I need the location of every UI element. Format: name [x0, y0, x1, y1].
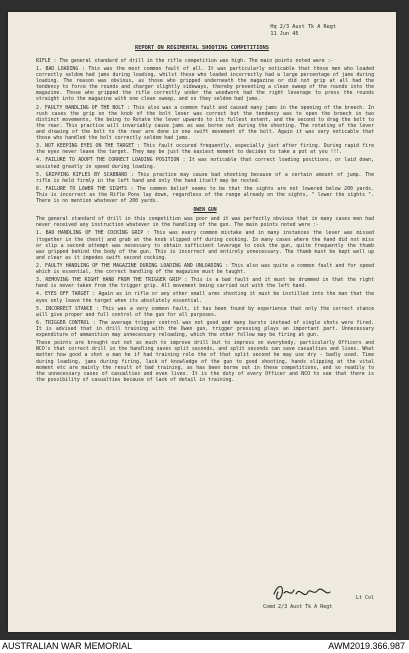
document-page: [8, 12, 396, 632]
owen-point-2: 2. FAULTY HANDLING OF THE MAGAZINE DURING LOADING AND UNLOADING : This also was quite a common fault and for speed which is essential, the correct handling of the magazine must be taught.: [36, 262, 374, 275]
unit-reference: Hq 2/3 Aust Tk A Regt: [270, 24, 336, 30]
handwritten-signature: [270, 580, 350, 606]
reference-block: [270, 24, 336, 38]
rifle-point-4: 4. FAILURE TO ADOPT THE CORRECT LOADING POSITION : It was noticable that correct loading positions, or laid down, assisted greatly in speed during loading.: [36, 157, 374, 170]
rifle-point-3: 3. NOT KEEPING EYES ON THE TARGET : This fault occured frequently, especially just after firing. During rapid fire the eyes never leave the target. They may be just the easiest moment to decides to take a pot at you !!!.: [36, 143, 374, 156]
owen-point-1: 1. BAD HANDLING OF THE COCKING GRIP : This was every common mistake and in many instances the lever was missed (together in the chest) and grab at the knob slipped off during cocking. In many cases where the hand did not miss or slip a second attempt was necessary to obtain sufficient leverage to cock the gun, quite frequently the thumb was gripped behind the body of the gun. This is incorrect and entirely unnecessary. The thumb must be kept well up and clear as it impedes swift second cocking.: [36, 230, 374, 261]
document-body: [36, 58, 374, 385]
closing-paragraph: These points are brought out not as much to improve drill but to impress on everybody, particularly Officers and NCO's that correct drill in the handling saves split seconds, and split seconds can save casualties and lives. What matter how good a shot a man he if had training role the of that split second he may use dry - badly used. Time during loading, jams during firing, lack of knowledge of the gun to good shooting, hands slipping at the vital moment etc are mainly the result of bad training, as has been borne out in these competitions, and so readily to the unnecessary cases of casualties and even lives. It is the duty of every Officer and NCO to see that there is the possibility of casualties because of lack of detail in training.: [36, 340, 374, 383]
owen-intro: The general standard of drill in this competition was poor and it was perfectly obvious that in many cases men had never received any instruction whatever in the handling of the gun. The main points noted were :-: [36, 216, 374, 229]
owen-gun-heading: OWEN GUN: [193, 207, 217, 214]
owen-point-4: 4. EYES OFF TARGET : Again as in rifle or any other small arms shooting it must be instilled into the man that the eyes only leave the target when its absolutely essential.: [36, 291, 374, 304]
rifle-point-6: 6. FAILURE TO LOWER THE SIGHTS : The common belief seems to be that the sights are not lowered below 200 yards. This is incorrect as the Rifle Pons lay down, regardless of the range already on the sights, " lower the sights ". There is no mention whatever of 200 yards.: [36, 186, 374, 205]
signature-block: Comd 2/3 Aust Tk A Regt: [263, 604, 333, 610]
archive-name: AUSTRALIAN WAR MEMORIAL: [2, 641, 133, 651]
rifle-point-5: 5. GRIPPING RIFLES BY SCABBARD : This practice may cause bad shooting because of a certain amount of jump. The rifle is held firmly in the left hand and only the hand itself may be rested.: [36, 171, 374, 184]
archive-footer: [0, 640, 409, 653]
owen-point-5: 5. INCORRECT STANCE : This was a very common fault, it has been found by experience that only the correct stance will give proper and full control of the gun for all purposes.: [36, 305, 374, 318]
rifle-intro: RIFLE : The general standard of drill in the rifle competition was high. The main points noted were :-: [36, 58, 334, 64]
rifle-point-1: 1. BAD LOADING : This was the most common fault of all. It was particularly noticable that those men who loaded correctly seldom had jams during loading, whilst those who loaded incorrectly had a large percentage of jams during loading. The reason was obvious, as those who gripped underneath the magazine or did not grip at all had the tendency to force the rounds and charger slightly sideways, thereby preventing a clean sweep of the rounds into the magazine. Those who gripped the rifle correctly under the woodwork had the right leverage to press the rounds straight into the magazine with one clean sweep, and so they seldom had jams.: [36, 66, 374, 103]
archive-id: AWM2019.366.987: [328, 641, 405, 651]
rifle-point-2: 2. FAULTY HANDLING OF THE BOLT : This also was a common fault and caused many jams in the opening of the breech. In rush cases the grip on the knob of the bolt lever was correct but the tendency was to open the breech in two distinct movements, the being to Rotate the lever upwards to its fullest extent, and the second to drag the bolt to the rear. This practice will invariably cause jams as was borne out during the shooting. The rotating of the lever and drawing of the bolt to the rear are done in one swift movement of the bolt. Again it was very noticable that those who handled the bolt correctly seldom had jams.: [36, 104, 374, 141]
signatory-rank: Lt Col: [355, 595, 374, 601]
owen-point-3: 3. REMOVING THE RIGHT HAND FROM THE TRIGGER GRIP : This is a bad fault and it must be drummed in that the right hand is never taken from the trigger grip. All movement being carried out with the left hand.: [36, 277, 374, 290]
document-title: REPORT ON REGIMENTAL SHOOTING COMPETITIONS: [135, 45, 269, 51]
document-date: 11 Jun 45: [270, 31, 299, 37]
owen-point-6: 6. TRIGGER CONTROL : The average trigger control was not good and many bursts instead of single shots were fired. It is advised that in drill training with the Owen gun, trigger pressing plays an important part. Unnecessary expenditure of ammunition may unnecessary reloading, which the other follow may be firing at gun.: [36, 320, 374, 339]
